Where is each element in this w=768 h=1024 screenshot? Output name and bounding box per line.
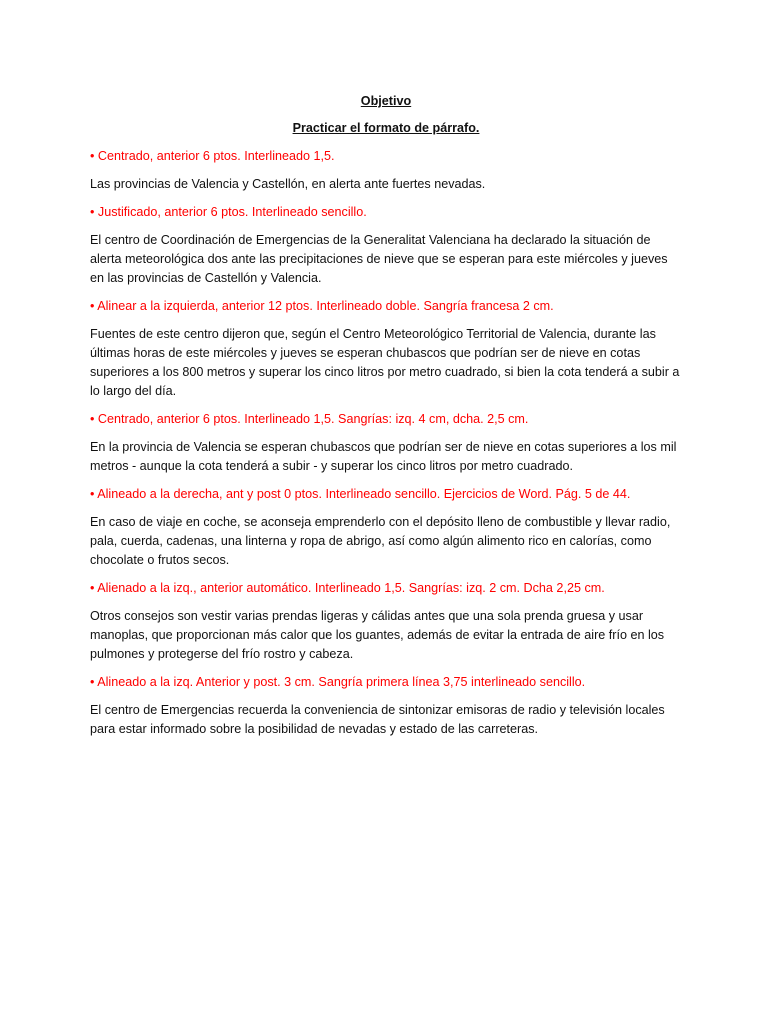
document-page	[90, 92, 682, 748]
instruction-4: • Centrado, anterior 6 ptos. Interlineado 1,5. Sangrías: izq. 4 cm, dcha. 2,5 cm.	[90, 412, 529, 426]
paragraph-7: El centro de Emergencias recuerda la conveniencia de sintonizar emisoras de radio y televisión locales para estar informado sobre la posibilidad de nevadas y estado de las carreteras.	[90, 703, 665, 736]
instruction-5: • Alineado a la derecha, ant y post 0 ptos. Interlineado sencillo. Ejercicios de Word. Pág. 5 de 44.	[90, 487, 631, 501]
paragraph-5: En caso de viaje en coche, se aconseja emprenderlo con el depósito lleno de combustible y llevar radio, pala, cuerda, cadenas, una linterna y ropa de abrigo, así como algún alimento rico en calorías, como chocolate o frutos secos.	[90, 515, 671, 567]
instruction-1: • Centrado, anterior 6 ptos. Interlineado 1,5.	[90, 149, 335, 163]
document-subtitle: Practicar el formato de párrafo.	[292, 121, 480, 135]
instruction-7: • Alineado a la izq. Anterior y post. 3 cm. Sangría primera línea 3,75 interlineado sencillo.	[90, 675, 586, 689]
paragraph-4: En la provincia de Valencia se esperan chubascos que podrían ser de nieve en cotas superiores a los mil metros - aunque la cota tenderá a subir - y superar los cinco litros por metro cuadrado.	[90, 440, 677, 473]
paragraph-6: Otros consejos son vestir varias prendas ligeras y cálidas antes que una sola prenda gruesa y usar manoplas, que proporcionan más calor que los guantes, además de evitar la entrada de aire frío en los pulmones y protegerse del frío rostro y cabeza.	[90, 609, 665, 661]
instruction-3: • Alinear a la izquierda, anterior 12 ptos. Interlineado doble. Sangría francesa 2 cm.	[90, 299, 554, 313]
instruction-6: • Alienado a la izq., anterior automático. Interlineado 1,5. Sangrías: izq. 2 cm. Dcha 2,25 cm.	[90, 581, 605, 595]
paragraph-1: Las provincias de Valencia y Castellón, en alerta ante fuertes nevadas.	[90, 177, 486, 191]
paragraph-3: Fuentes de este centro dijeron que, según el Centro Meteorológico Territorial de Valencia, durante las últimas horas de este miércoles y jueves se esperan chubascos que podrían ser de nieve en cotas superiores a los 800 metros y superar los cinco litros por metro cuadrado, si bien la cota tenderá a subir a lo largo del día.	[90, 327, 680, 398]
document-title: Objetivo	[360, 94, 412, 108]
instruction-2: • Justificado, anterior 6 ptos. Interlineado sencillo.	[90, 205, 367, 219]
paragraph-2: El centro de Coordinación de Emergencias de la Generalitat Valenciana ha declarado la situación de alerta meteorológica dos ante las precipitaciones de nieve que se esperan para este miércoles y jueves en las provincias de Castellón y Valencia.	[90, 233, 668, 285]
